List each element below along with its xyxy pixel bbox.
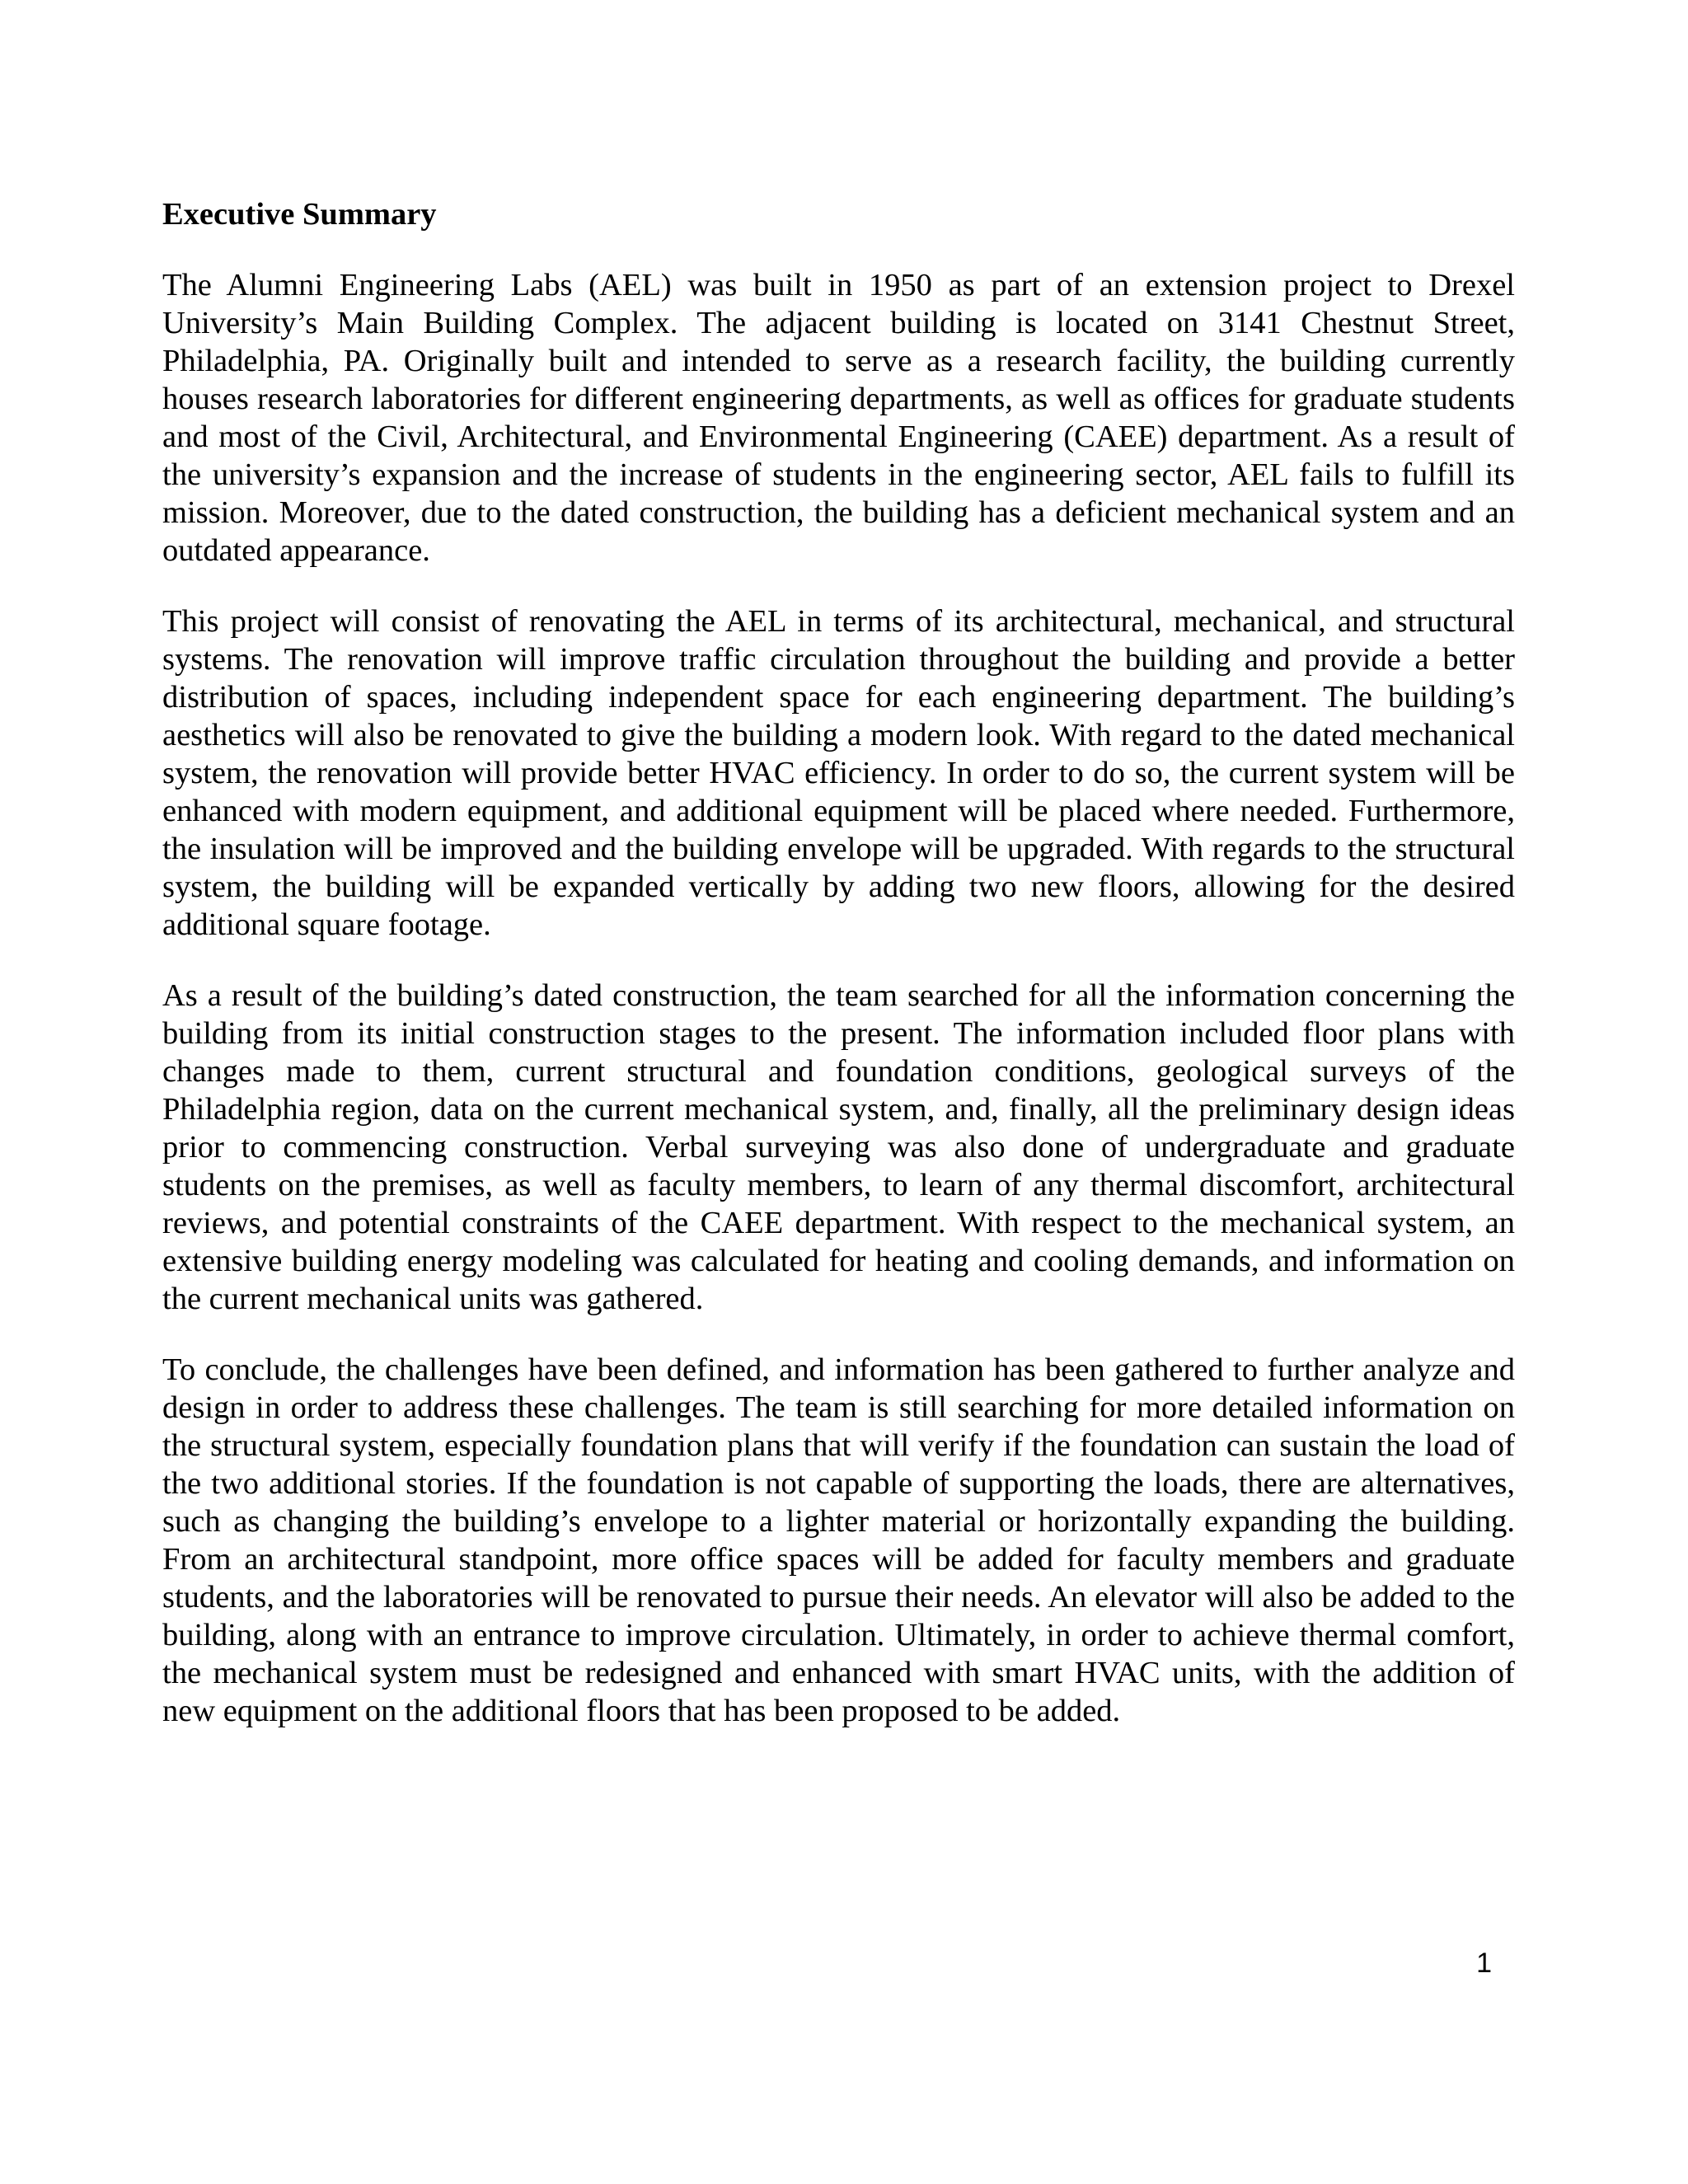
page-number: 1 — [1476, 1947, 1492, 1979]
paragraph-information-gathering: As a result of the building’s dated construction, the team searched for all the information concerning the building from its initial construction stages to the present. The information included floor plans with changes made to them, current structural and foundation conditions, geological surveys of the Philadelphia region, data on the current mechanical system, and, finally, all the preliminary design ideas prior to commencing construction. Verbal surveying was also done of undergraduate and graduate students on the premises, as well as faculty members, to learn of any thermal discomfort, architectural reviews, and potential constraints of the CAEE department. With respect to the mechanical system, an extensive building energy modeling was calculated for heating and cooling demands, and information on the current mechanical units was gathered. — [162, 978, 1515, 1316]
paragraph-project-background: The Alumni Engineering Labs (AEL) was built in 1950 as part of an extension project to Drexel University’s Main Building Complex. The adjacent building is located on 3141 Chestnut Street, Philadelphia, PA. Originally built and intended to serve as a research facility, the building currently houses research laboratories for different engineering departments, as well as offices for graduate students and most of the Civil, Architectural, and Environmental Engineering (CAEE) department. As a result of the university’s expansion and the increase of students in the engineering sector, AEL fails to fulfill its mission. Moreover, due to the dated construction, the building has a deficient mechanical system and an outdated appearance. — [162, 268, 1515, 568]
paragraph-project-scope: This project will consist of renovating the AEL in terms of its architectural, mechanical, and structural systems. The renovation will improve traffic circulation throughout the building and provide a better distribution of spaces, including independent space for each engineering department. The building’s aesthetics will also be renovated to give the building a modern look. With regard to the dated mechanical system, the renovation will provide better HVAC efficiency. In order to do so, the current system will be enhanced with modern equipment, and additional equipment will be placed where needed. Furthermore, the insulation will be improved and the building envelope will be upgraded. With regards to the structural system, the building will be expanded vertically by adding two new floors, allowing for the desired additional square footage. — [162, 604, 1515, 942]
paragraph-conclusion: To conclude, the challenges have been defined, and information has been gathered to further analyze and design in order to address these challenges. The team is still searching for more detailed information on the structural system, especially foundation plans that will verify if the foundation can sustain the load of the two additional stories. If the foundation is not capable of supporting the loads, there are alternatives, such as changing the building’s envelope to a lighter material or horizontally expanding the building. From an architectural standpoint, more office spaces will be added for faculty members and graduate students, and the laboratories will be renovated to pursue their needs. An elevator will also be added to the building, along with an entrance to improve circulation. Ultimately, in order to achieve thermal comfort, the mechanical system must be redesigned and enhanced with smart HVAC units, with the addition of new equipment on the additional floors that has been proposed to be added. — [162, 1352, 1515, 1728]
page-content — [162, 195, 1515, 1730]
section-heading: Executive Summary — [162, 197, 437, 232]
